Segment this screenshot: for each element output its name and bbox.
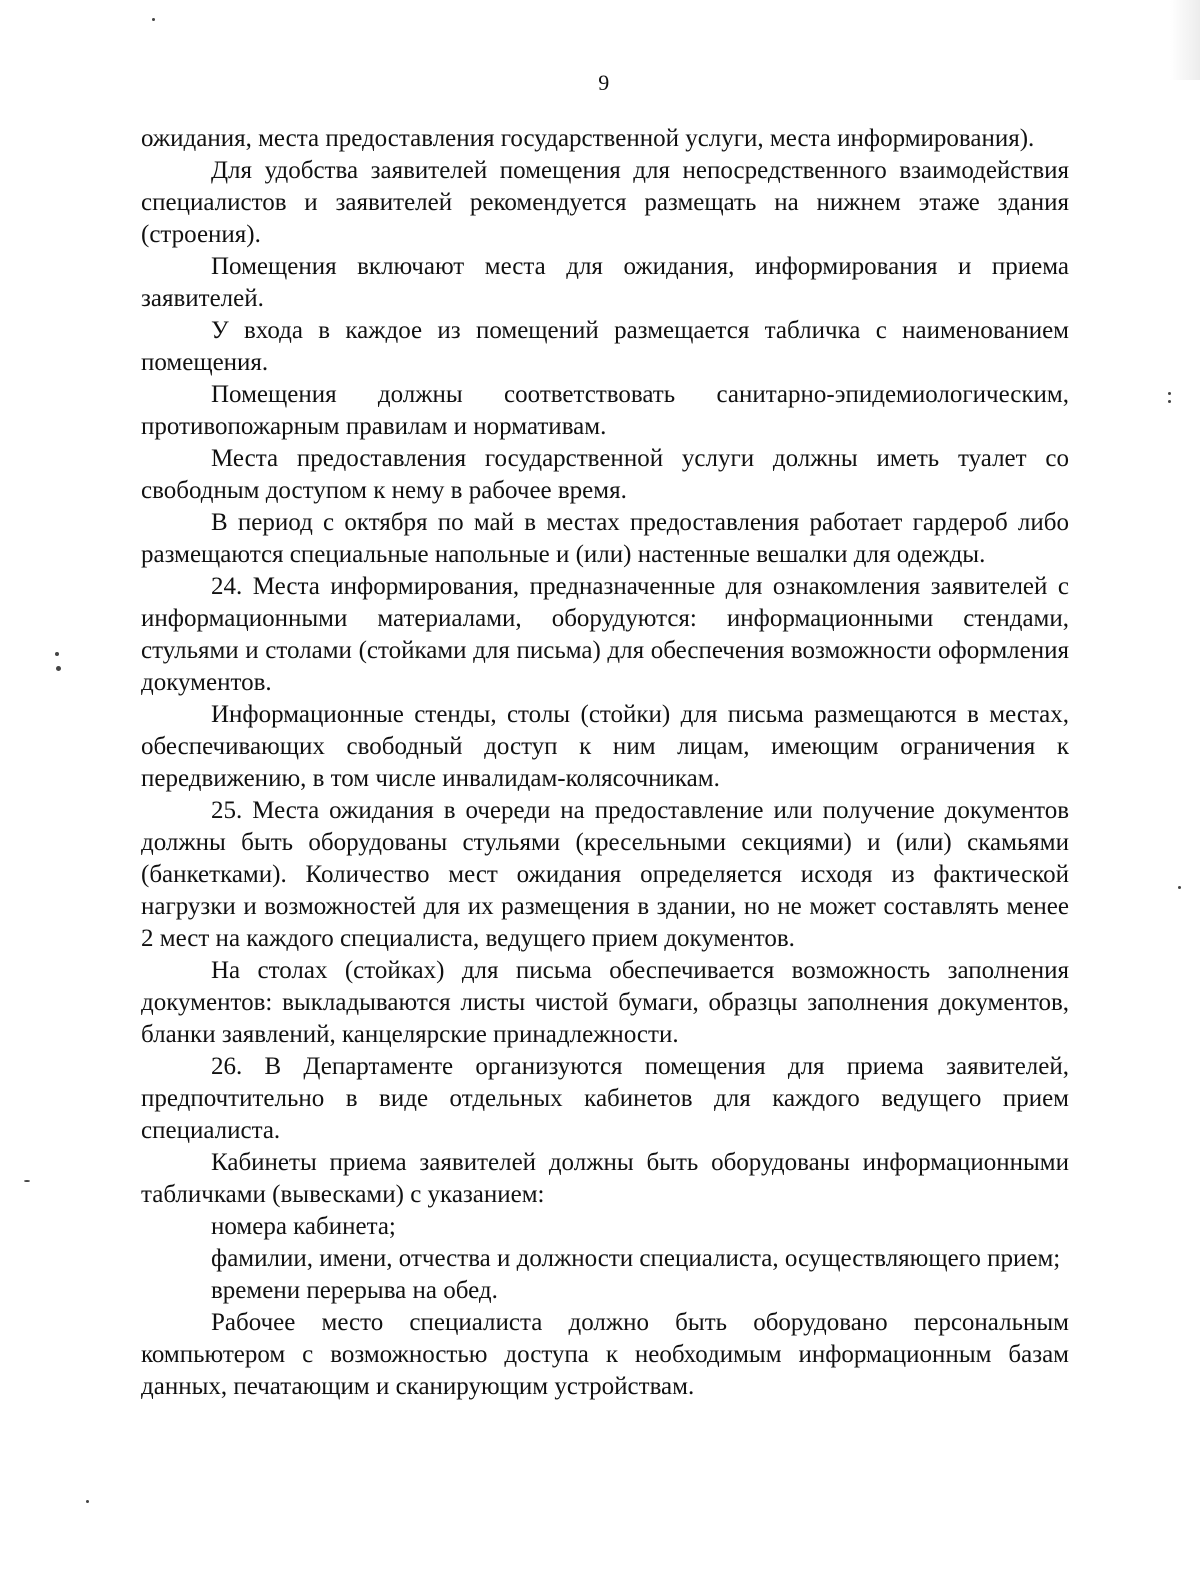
paragraph: Кабинеты приема заявителей должны быть оборудованы информационными табличками (вывесками) с указанием: — [141, 1149, 1069, 1208]
paragraph: У входа в каждое из помещений размещается табличка с наименованием помещения. — [141, 317, 1069, 376]
page-number: 9 — [598, 70, 610, 95]
paragraph-item-26: 26. В Департаменте организуются помещения для приема заявителей, предпочтительно в виде отдельных кабинетов для каждого ведущего прием специалиста. — [141, 1053, 1069, 1144]
document-body — [141, 123, 1069, 1403]
scan-speck — [86, 1500, 89, 1503]
scan-speck — [55, 652, 59, 656]
paragraph: Информационные стенды, столы (стойки) для письма размещаются в местах, обеспечивающих свободный доступ к ним лицам, имеющим ограничения к передвижению, в том числе инвалидам-колясочникам. — [141, 701, 1069, 792]
scan-speck — [1168, 400, 1171, 403]
paragraph: Помещения должны соответствовать санитарно-эпидемиологическим, противопожарным правилам и нормативам. — [141, 381, 1069, 440]
paragraph: ожидания, места предоставления государственной услуги, места информирования). — [141, 125, 1035, 152]
scan-edge-shadow — [1170, 0, 1200, 80]
paragraph: Помещения включают места для ожидания, информирования и приема заявителей. — [141, 253, 1069, 312]
paragraph: Места предоставления государственной услуги должны иметь туалет со свободным доступом к нему в рабочее время. — [141, 445, 1069, 504]
list-item: времени перерыва на обед. — [211, 1277, 498, 1304]
list-item: номера кабинета; — [211, 1213, 396, 1240]
scan-speck — [24, 1180, 30, 1182]
scan-speck — [56, 666, 61, 671]
paragraph: Рабочее место специалиста должно быть оборудовано персональным компьютером с возможностью доступа к необходимым информационным базам данных, печатающим и сканирующим устройствам. — [141, 1309, 1069, 1400]
paragraph-item-24: 24. Места информирования, предназначенные для ознакомления заявителей с информационными материалами, оборудуются: информационными стендами, стульями и столами (стойками для письма) для обеспечения возможности оформления документов. — [141, 573, 1069, 696]
paragraph: На столах (стойках) для письма обеспечивается возможность заполнения документов: выкладываются листы чистой бумаги, образцы заполнения документов, бланки заявлений, канцелярские принадлежности. — [141, 957, 1069, 1048]
list-item: фамилии, имени, отчества и должности специалиста, осуществляющего прием; — [211, 1245, 1061, 1272]
paragraph-item-25: 25. Места ожидания в очереди на предоставление или получение документов должны быть оборудованы стульями (кресельными секциями) и (или) скамьями (банкетками). Количество мест ожидания определяется исходя из фактической нагрузки и возможностей для их размещения в здании, но не может составлять менее 2 мест на каждого специалиста, ведущего прием документов. — [141, 797, 1069, 952]
paragraph: Для удобства заявителей помещения для непосредственного взаимодействия специалистов и заявителей рекомендуется размещать на нижнем этаже здания (строения). — [141, 157, 1069, 248]
scan-speck — [1168, 392, 1171, 395]
scan-speck — [152, 18, 155, 21]
paragraph: В период с октября по май в местах предоставления работает гардероб либо размещаются специальные напольные и (или) настенные вешалки для одежды. — [141, 509, 1069, 568]
scan-speck — [1178, 886, 1181, 889]
